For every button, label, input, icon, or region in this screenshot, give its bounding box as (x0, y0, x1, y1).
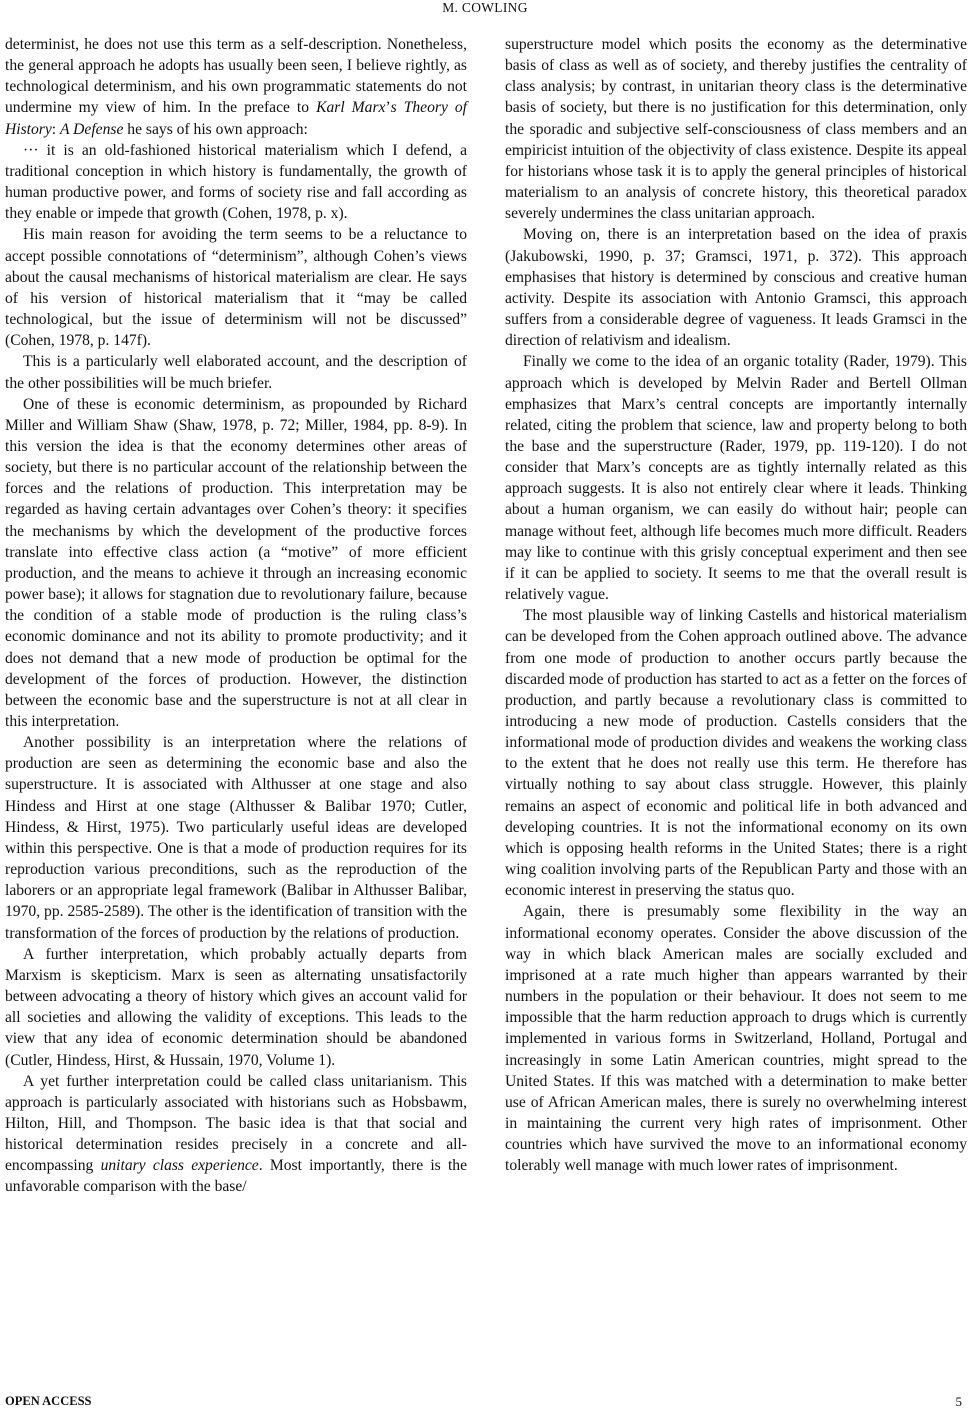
page-number: 5 (955, 1394, 962, 1409)
paragraph (505, 901, 967, 1176)
paragraph (505, 224, 967, 351)
paragraph (505, 351, 967, 605)
text-run: The most plausible way of linking Castells and historical materialism can be developed from the Cohen approach outlined above. The advance from one mode of production to another occurs partly because the discarded mode of production has started to act as a fetter on the forces of production, and partly because a revolutionary class is committed to introducing a new mode of production. Castells considers that the informational mode of production divides and weakens the working class to the extent that he does not really use this term. He therefore has virtually nothing to say about class struggle. However, this plainly remains an aspect of economic and political life in both advanced and developing countries. It is not the informational economy on its own which is opposing health reforms in the United States; there is a right wing coalition involving parts of the Republican Party and those with an economic interest in preserving the status quo. (505, 607, 967, 900)
paragraph (5, 351, 467, 393)
italic-text: Karl Marx (316, 99, 386, 117)
text-run: Another possibility is an interpretation where the relations of production are seen as determining the economic base and also the superstructure. It is associated with Althusser at one stage and also Hindess and Hirst at one stage (Althusser & Balibar 1970; Cutler, Hindess, & Hirst, 1975). Two particularly useful ideas are developed within this perspective. One is that a mode of production requires for its reproduction various preconditions, such as the reproduction of the laborers or an appropriate legal framework (Balibar in Althusser Balibar, 1970, pp. 2585-2589). The other is the identification of transition with the transformation of the forces of production by the relations of production. (5, 734, 467, 942)
text-run: Finally we come to the idea of an organic totality (Rader, 1979). This approach which is developed by Melvin Rader and Bertell Ollman emphasizes that Marx’s central concepts are importantly internally related, citing the problem that science, law and property belong to both the base and the superstructure (Rader, 1979, pp. 119-120). I do not consider that Marx’s concepts are as tightly internally related as this approach suggests. It is also not entirely clear where it leads. Thinking about a human organism, we can easily do without hair; people can manage without feet, although life becomes much more difficult. Readers may like to continue with this grisly conceptual experiment and then see if it can be applied to society. It seems to me that the overall result is relatively vague. (505, 353, 967, 604)
text-run: This is a particularly well elaborated account, and the description of the other possibilities will be much briefer. (5, 353, 467, 392)
text-run: Again, there is presumably some flexibility in the way an informational economy operates. Consider the above discussion of the way in which black American males are socially excluded and imprisoned at a rate much higher than appears warranted by their numbers in the population or their behaviour. It does not seem to me impossible that the harm reduction approach to drugs which is currently implemented in various forms in Switzerland, Holland, Portugal and increasingly in some Latin American countries, might spread to the United States. If this was matched with a determination to make better use of African American males, there is surely no overwhelming interest in maintaining the current very high rates of imprisonment. Other countries which have survived the move to an informational economy tolerably well manage with much lower rates of imprisonment. (505, 903, 967, 1175)
italic-text: s Theory of History (5, 99, 468, 138)
text-run: A further interpretation, which probably actually departs from Marxism is skepticism. Marx is seen as alternating unsatisfactorily between advocating a theory of history which gives an account valid for all societies and allowing the validity of exceptions. This leads to the view that any idea of economic determination should be abandoned (Cutler, Hindess, Hirst, & Hussain, 1970, Volume 1). (5, 945, 467, 1069)
paragraph (5, 944, 467, 1071)
right-column (505, 34, 967, 1176)
paragraph (5, 732, 467, 944)
paragraph (5, 34, 467, 140)
running-head: M. COWLING (442, 0, 528, 15)
text-run: His main reason for avoiding the term seems to be a reluctance to accept possible connotations of “determinism”, although Cohen’s views about the causal mechanisms of historical materialism are clear. He says of his version of historical materialism that it “may be called technological, but the issue of determinism will not be discussed” (Cohen, 1978, p. 147f). (5, 226, 467, 350)
italic-text: unitary class experience (100, 1157, 259, 1175)
text-run: he says of his own approach: (123, 120, 308, 138)
text-run: A yet further interpretation could be called class unitarianism. This approach is particularly associated with historians such as Hobsbawm, Hilton, Hill, and Thompson. The basic idea is that that social and historical determination resides precisely in a concrete and all-encompassing (5, 1072, 467, 1175)
paragraph (5, 1071, 467, 1198)
text-run: superstructure model which posits the economy as the determinative basis of class as well as of society, and thereby justifies the centrality of class analysis; by contrast, in unitarian theory class is the determinative basis of society, but there is no justification for this determination, only the sporadic and subjective self-consciousness of class members and an empiricist intuition of the objectivity of class existence. Despite its appeal for historians whose task it is to apply the general principles of historical materialism to an analysis of concrete history, this theoretical paradox severely undermines the class unitarian approach. (505, 36, 967, 223)
text-run: Moving on, there is an interpretation based on the idea of praxis (Jakubowski, 1990, p. 37; Gramsci, 1971, p. 372). This approach emphasises that history is determined by conscious and creative human activity. Despite its association with Antonio Gramsci, this approach suffers from a considerable degree of vagueness. It leads Gramsci in the direction of relativism and idealism. (505, 226, 967, 350)
text-run: ’ (385, 99, 391, 117)
paragraph (505, 34, 967, 224)
paragraph (5, 394, 467, 733)
text-run: : (51, 120, 61, 138)
footer-journal-label: OPEN ACCESS (5, 1394, 92, 1408)
block-quote (5, 140, 467, 225)
paragraph (5, 224, 467, 351)
paragraph (505, 605, 967, 901)
text-run: One of these is economic determinism, as propounded by Richard Miller and William Shaw (Shaw, 1978, p. 72; Miller, 1984, pp. 8-9). In this version the idea is that the economy determines other areas of society, but there is no particular account of the relationship between the forces and the relations of production. This interpretation may be regarded as having certain advantages over Cohen’s theory: it specifies the mechanisms by which the development of the productive forces translate into effective class action (a “motive” of more efficient production, and the means to achieve it through an increasing economic power base); it allows for stagnation due to revolutionary failure, because the condition of a stable mode of production is the ruling class’s economic dominance and not its ability to promote productivity; and it does not demand that a new mode of production be optimal for the development of the forces of production. However, the distinction between the economic base and the superstructure is not at all clear in this interpretation. (5, 395, 467, 730)
text-run: determinist, he does not use this term as a self-description. Nonetheless, the general approach he adopts has usually been seen, I believe rightly, as technological determinism, and his own programmatic statements do not undermine my view of him. In the preface to (5, 36, 467, 117)
text-run: . Most importantly, there is the unfavorable comparison with the base/ (5, 1157, 467, 1196)
text-run: ··· it is an old-fashioned historical materialism which I defend, a traditional conception in which history is fundamentally, the growth of human productive power, and forms of society rise and fall according as they enable or impede that growth (Cohen, 1978, p. x). (5, 141, 467, 223)
italic-text: A Defense (60, 120, 124, 138)
left-column (5, 34, 467, 1198)
